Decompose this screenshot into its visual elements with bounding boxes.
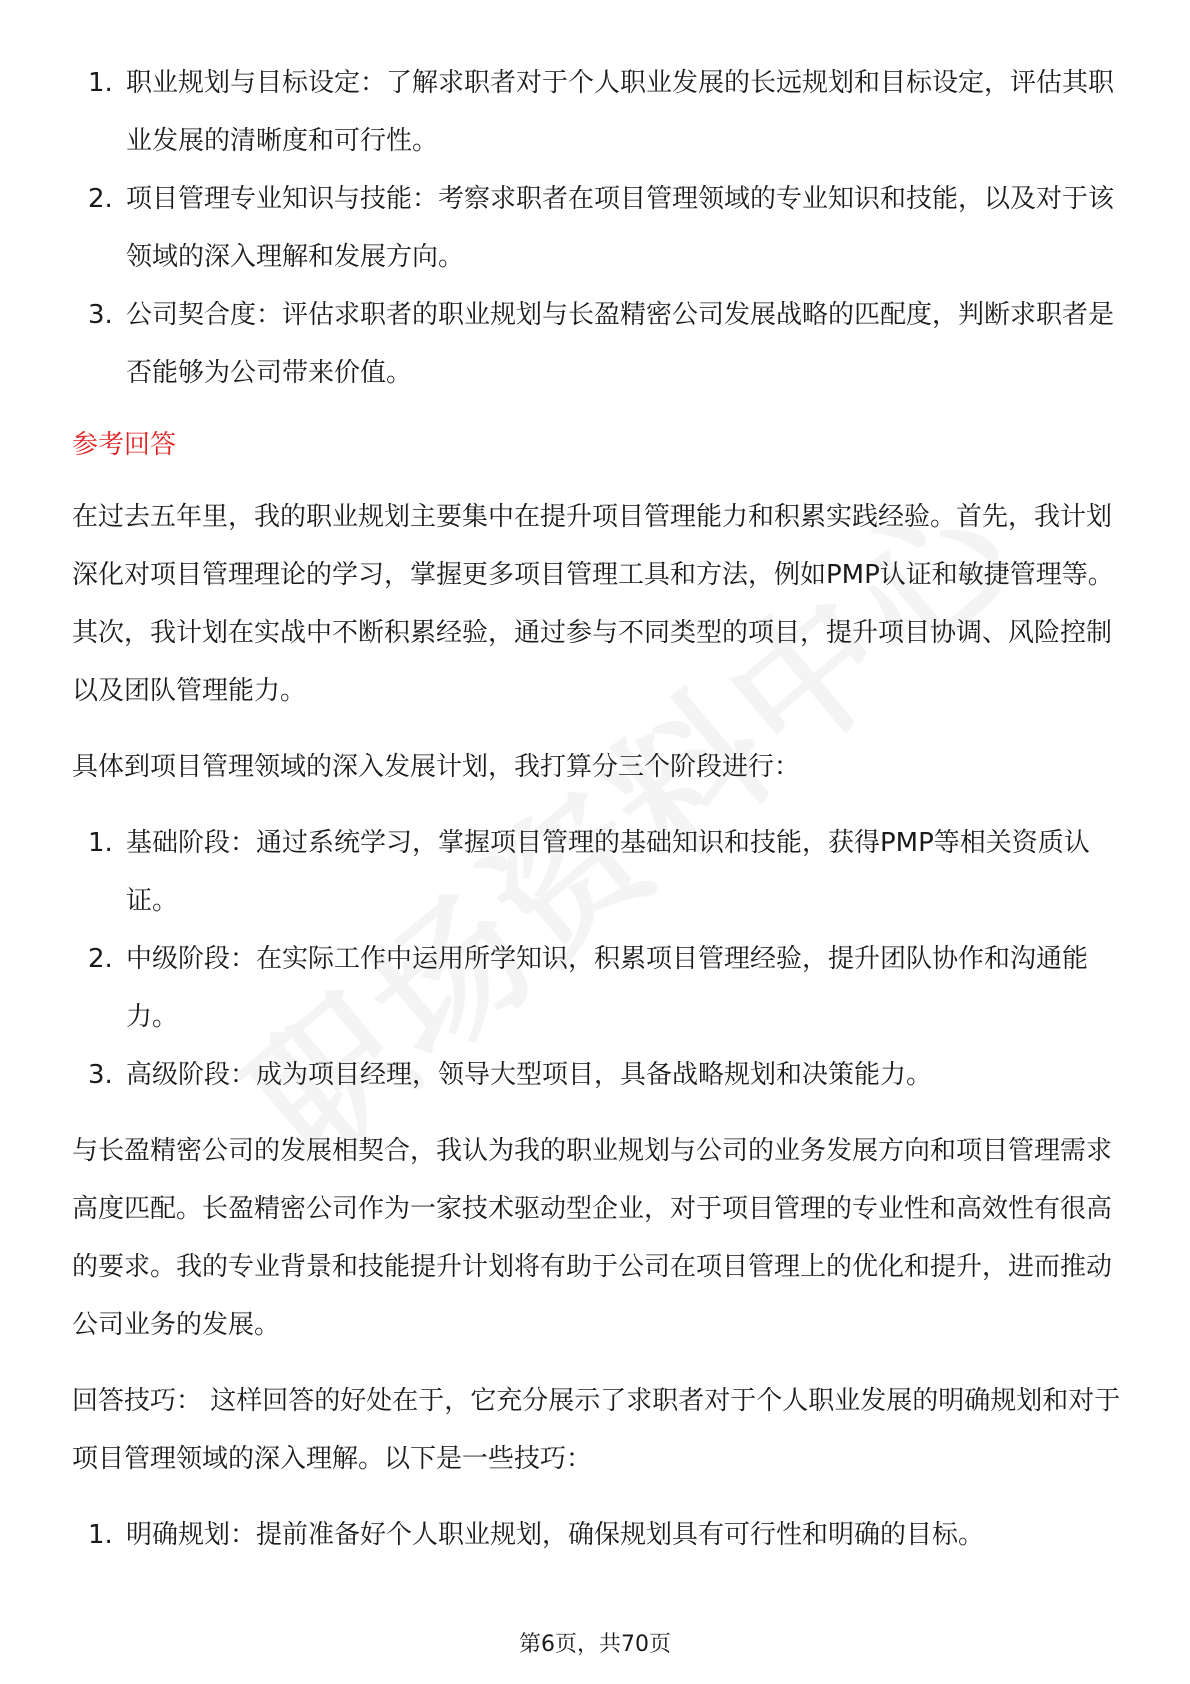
list-text: 职业规划与目标设定：了解求职者对于个人职业发展的长远规划和目标设定，评估其职业发展的清晰度和可行性。 <box>126 68 1115 156</box>
list-text: 基础阶段：通过系统学习，掌握项目管理的基础知识和技能，获得PMP等相关资质认证。 <box>126 828 1090 916</box>
list-number: 1. <box>88 68 113 98</box>
page-number: 第6页，共70页 <box>519 1632 671 1657</box>
stage-list <box>72 814 1122 1104</box>
list-item <box>72 1046 1122 1104</box>
paragraph: 回答技巧： 这样回答的好处在于，它充分展示了求职者对于个人职业发展的明确规划和对于项目管理领域的深入理解。以下是一些技巧： <box>72 1386 1121 1474</box>
list-item <box>72 814 1122 930</box>
paragraph: 在过去五年里，我的职业规划主要集中在提升项目管理能力和积累实践经验。首先，我计划深化对项目管理理论的学习，掌握更多项目管理工具和方法，例如PMP认证和敏捷管理等。其次，我计划在实战中不断积累经验，通过参与不同类型的项目，提升项目协调、风险控制以及团队管理能力。 <box>72 502 1114 706</box>
list-item <box>72 170 1122 286</box>
list-number: 3. <box>88 1060 113 1090</box>
list-text: 项目管理专业知识与技能：考察求职者在项目管理领域的专业知识和技能，以及对于该领域的深入理解和发展方向。 <box>126 184 1115 272</box>
section-heading: 参考回答 <box>72 430 177 460</box>
paragraph: 具体到项目管理领域的深入发展计划，我打算分三个阶段进行： <box>72 752 801 782</box>
list-number: 2. <box>88 184 113 214</box>
list-number: 2. <box>88 944 113 974</box>
criteria-list <box>72 54 1122 402</box>
list-number: 1. <box>88 828 113 858</box>
list-item <box>72 286 1122 402</box>
list-text: 公司契合度：评估求职者的职业规划与长盈精密公司发展战略的匹配度，判断求职者是否能够为公司带来价值。 <box>126 300 1115 388</box>
paragraph: 与长盈精密公司的发展相契合，我认为我的职业规划与公司的业务发展方向和项目管理需求高度匹配。长盈精密公司作为一家技术驱动型企业，对于项目管理的专业性和高效性有很高的要求。我的专业背景和技能提升计划将有助于公司在项目管理上的优化和提升，进而推动公司业务的发展。 <box>72 1136 1113 1340</box>
list-item <box>72 54 1122 170</box>
list-text: 高级阶段：成为项目经理，领导大型项目，具备战略规划和决策能力。 <box>126 1060 933 1090</box>
list-number: 3. <box>88 300 113 330</box>
list-text: 中级阶段：在实际工作中运用所学知识，积累项目管理经验，提升团队协作和沟通能力。 <box>126 944 1089 1032</box>
list-text: 明确规划：提前准备好个人职业规划，确保规划具有可行性和明确的目标。 <box>126 1520 985 1550</box>
tips-list <box>72 1506 1122 1564</box>
list-item <box>72 930 1122 1046</box>
list-number: 1. <box>88 1520 113 1550</box>
list-item <box>72 1506 1122 1564</box>
page-content <box>72 54 1122 1564</box>
